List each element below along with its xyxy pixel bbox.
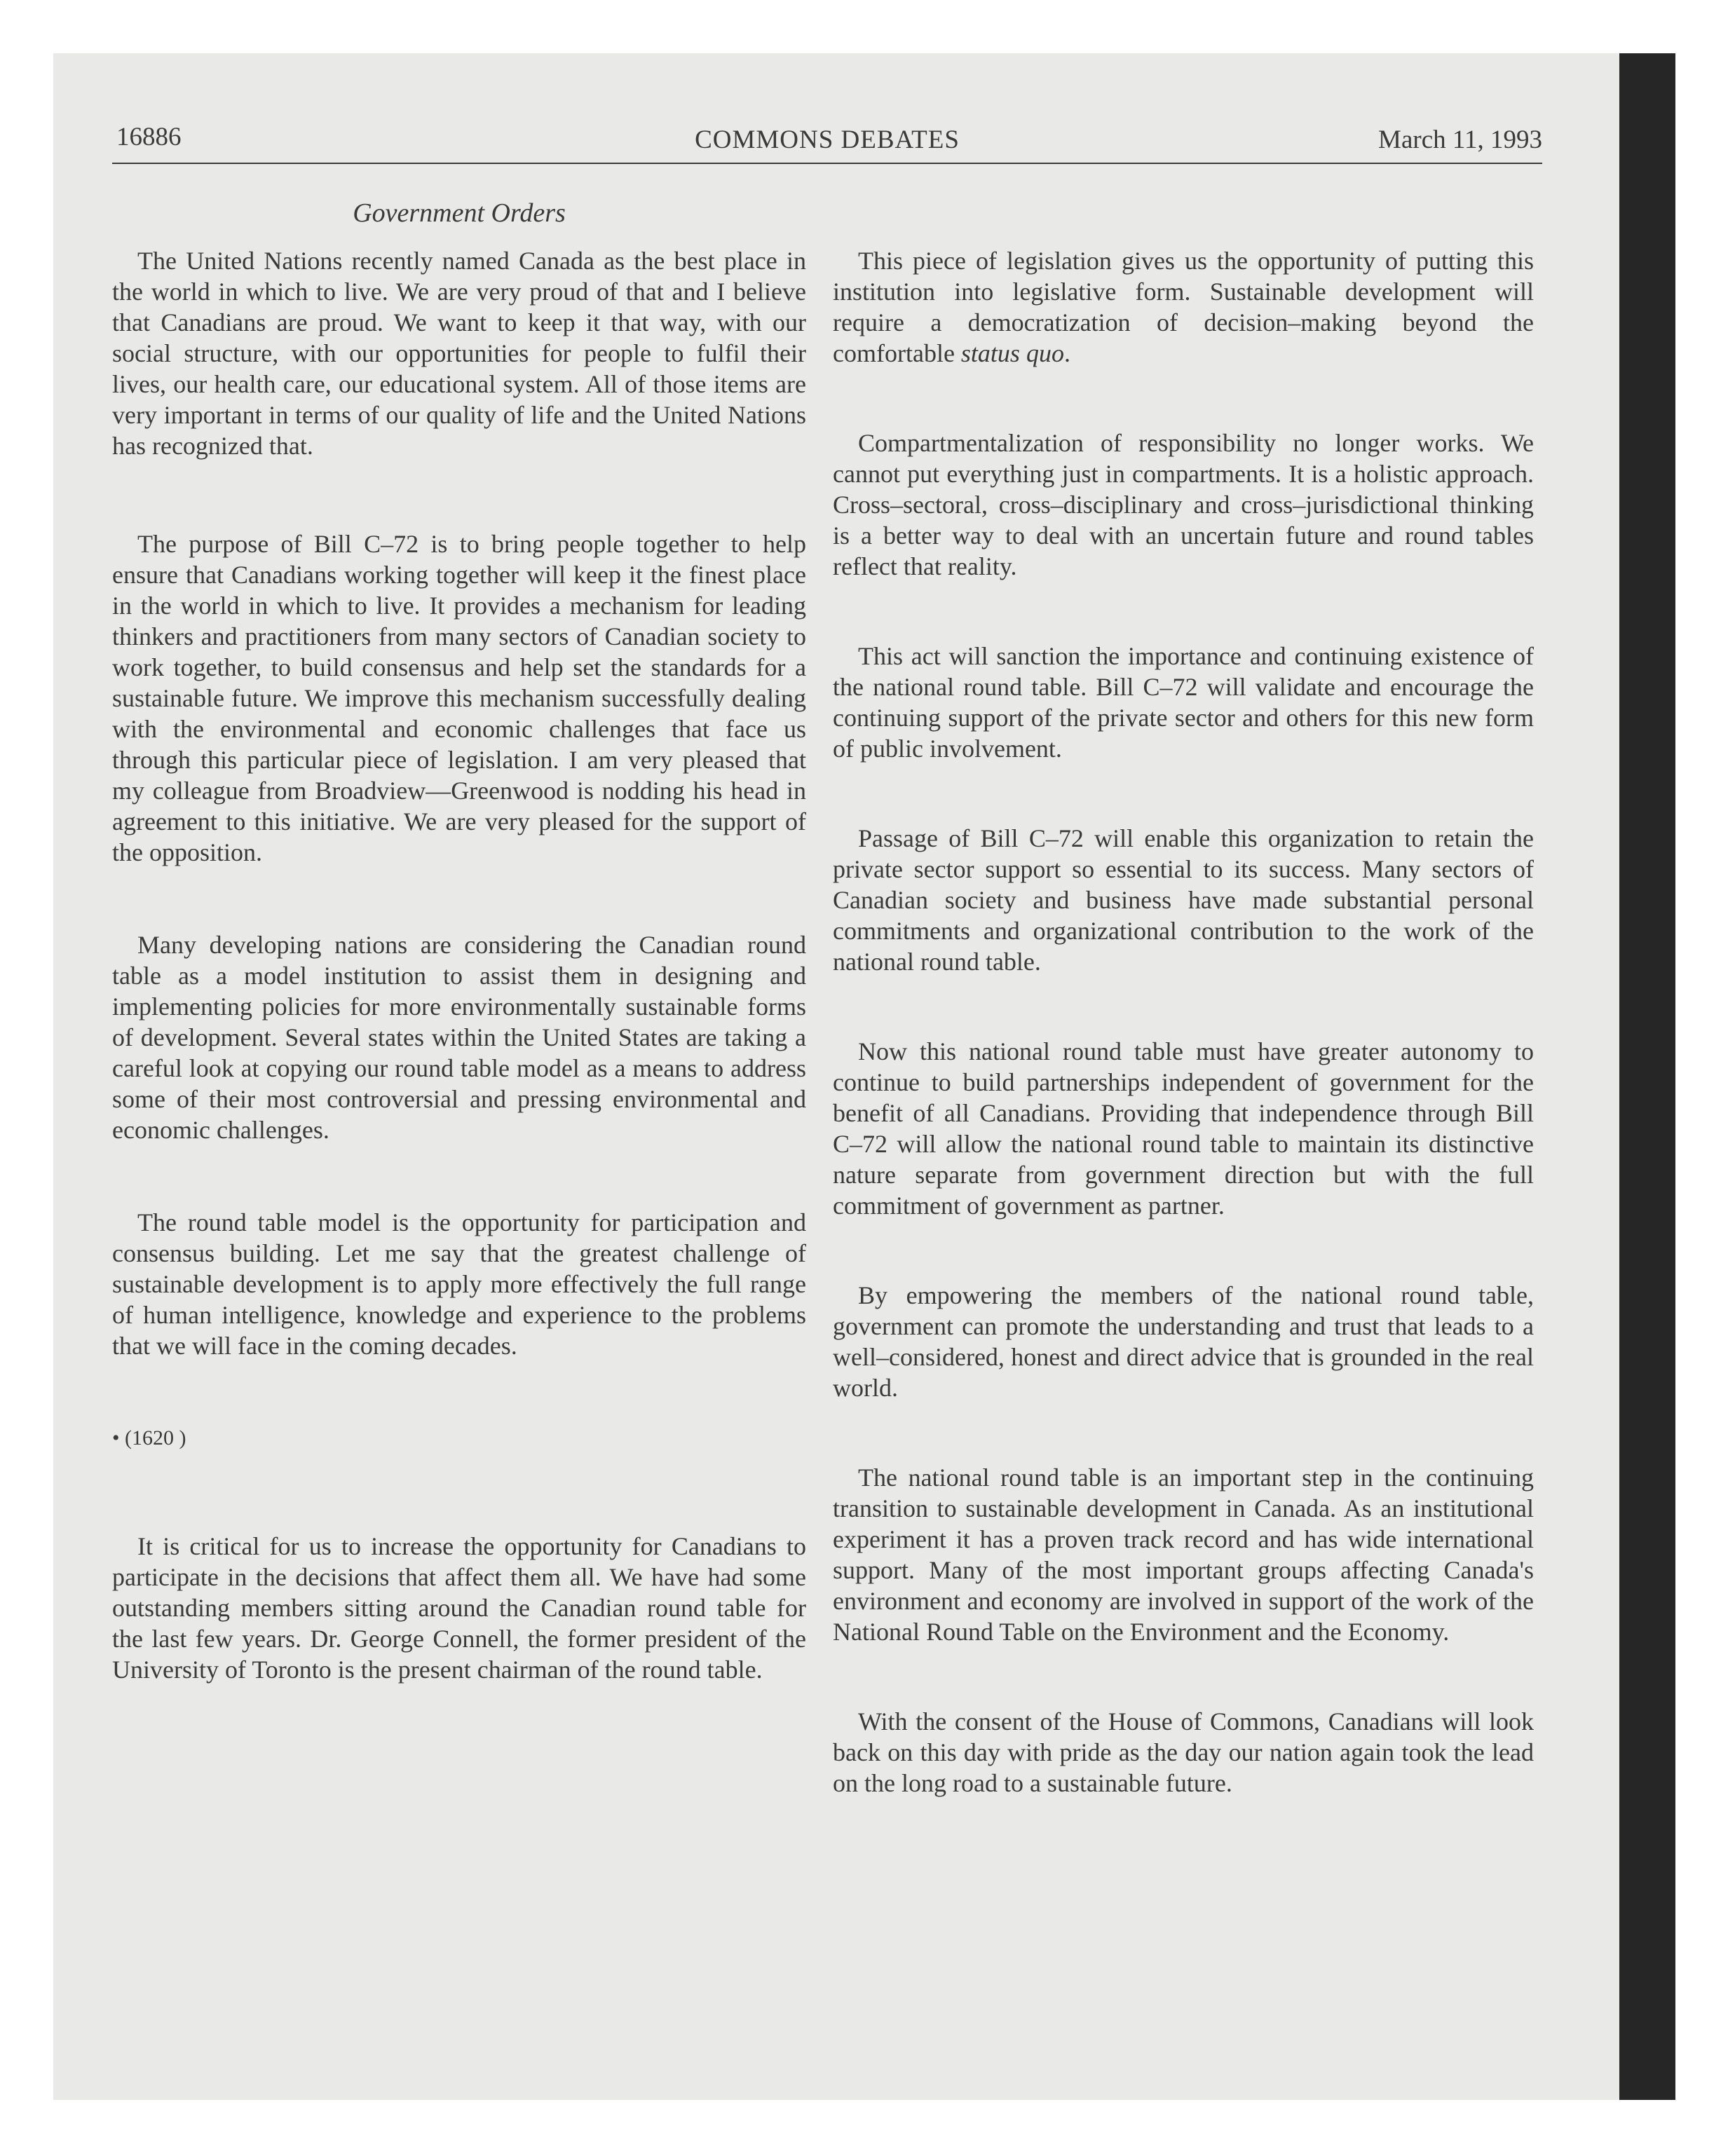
paragraph: Many developing nations are considering the Canadian round table as a model institution to assist them in designing and implementing policies for more environmentally sustainable forms of development. Several states within the United States are taking a careful look at copying our round table model as a means to address some of their most controversial and pressing environmental and economic challenges. (112, 931, 806, 1144)
page-number: 16886 (116, 123, 182, 151)
section-title: Government Orders (353, 198, 566, 228)
time-marker: • (1620 ) (112, 1426, 186, 1449)
paragraph-end: . (1063, 339, 1070, 367)
right-column (833, 245, 1534, 1857)
paragraph: This act will sanction the importance and continuing existence of the national round table. Bill C–72 will validate and encourage the continuing support of the private sector and others for this new form of public involvement. (833, 642, 1534, 763)
scan-edge-bar (1619, 53, 1675, 2100)
page-header (112, 118, 1542, 164)
paragraph: With the consent of the House of Commons, Canadians will look back on this day with pride as the day our nation again took the lead on the long road to a sustainable future. (833, 1707, 1534, 1797)
paragraph-text: This piece of legislation gives us the opportunity of putting this institution into legislative form. Sustainable development will require a democratization of decision–making beyond the comfortable (833, 247, 1534, 367)
paragraph: Passage of Bill C–72 will enable this organization to retain the private sector support so essential to its success. Many sectors of Canadian society and business have made substantial personal commitments and organizational contribution to the work of the national round table. (833, 824, 1534, 976)
paragraph: The round table model is the opportunity for participation and consensus building. Let me say that the greatest challenge of sustainable development is to apply more effectively the full range of human intelligence, knowledge and experience to the problems that we will face in the coming decades. (112, 1208, 806, 1360)
publication-date: March 11, 1993 (1378, 125, 1542, 154)
paragraph: Compartmentalization of responsibility no longer works. We cannot put everything just in compartments. It is a holistic approach. Cross–sectoral, cross–disciplinary and cross–jurisdictional thinking is a better way to deal with an uncertain future and round tables reflect that reality. (833, 429, 1534, 580)
paragraph: The purpose of Bill C–72 is to bring people together to help ensure that Canadians working together will keep it the finest place in the world in which to live. It provides a mechanism for leading thinkers and practitioners from many sectors of Canadian society to work together, to build consensus and help set the standards for a sustainable future. We improve this mechanism successfully dealing with the environmental and economic challenges that face us through this particular piece of legislation. I am very pleased that my colleague from Broadview—Greenwood is nodding his head in agreement to this initiative. We are very pleased for the support of the opposition. (112, 530, 806, 866)
paragraph: By empowering the members of the national round table, government can promote the understanding and trust that leads to a well–considered, honest and direct advice that is grounded in the real world. (833, 1281, 1534, 1402)
paragraph (833, 245, 1534, 369)
paragraph: The United Nations recently named Canada as the best place in the world in which to live. We are very proud of that and I believe that Canadians are proud. We want to keep it that way, with our social structure, with our opportunities for people to fulfil their lives, our health care, our educational system. All of those items are very important in terms of our quality of life and the United Nations has recognized that. (112, 247, 806, 460)
paragraph: The national round table is an important step in the continuing transition to sustainable development in Canada. As an institutional experiment it has a proven track record and has wide international support. Many of the most important groups affecting Canada's environment and economy are involved in support of the work of the National Round Table on the Environment and the Economy. (833, 1464, 1534, 1646)
paragraph: Now this national round table must have greater autonomy to continue to build partnerships independent of government for the benefit of all Canadians. Providing that independence through Bill C–72 will allow the national round table to maintain its distinctive nature separate from government direction but with the full commitment of government as partner. (833, 1037, 1534, 1220)
left-column (112, 245, 806, 1747)
publication-title: COMMONS DEBATES (695, 125, 960, 154)
paragraph: It is critical for us to increase the opportunity for Canadians to participate in the decisions that affect them all. We have had some outstanding members sitting around the Canadian round table for the last few years. Dr. George Connell, the former president of the University of Toronto is the present chairman of the round table. (112, 1532, 806, 1684)
italic-phrase: status quo (960, 339, 1064, 367)
